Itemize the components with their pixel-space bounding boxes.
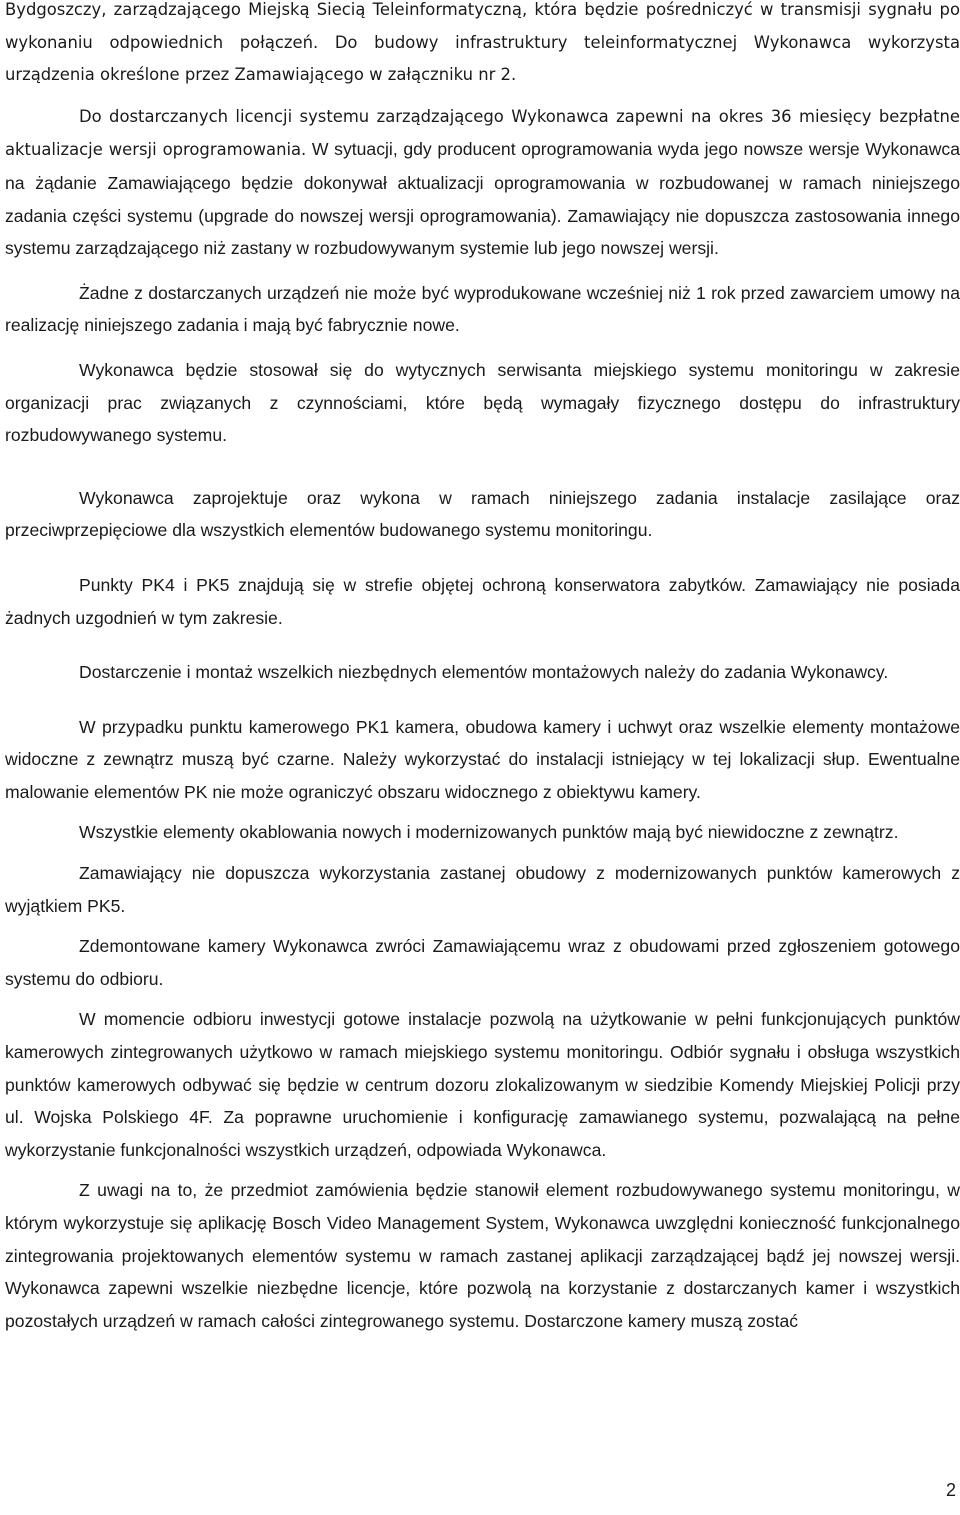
paragraph-housing-reuse: Zamawiający nie dopuszcza wykorzystania zastanej obudowy z modernizowanych punktów kamerowych z wyjątkiem PK5. bbox=[5, 863, 960, 916]
paragraph-service-guidelines: Wykonawca będzie stosował się do wytycznych serwisanta miejskiego systemu monitoringu w zakresie organizacji prac związanych z czynnościami, które będą wymagały fizycznego dostępu do infrastruktury rozbudowywanego systemu. bbox=[5, 359, 960, 446]
sentence-free-updates: Do dostarczanych licencji systemu zarządzającego Wykonawca zapewni na okres 36 miesięcy bezpłatne aktualizacje wersji oprogramowania. bbox=[5, 106, 960, 160]
paragraph-new-devices: Żadne z dostarczanych urządzeń nie może być wyprodukowane wcześniej niż 1 rok przed zawarciem umowy na realizację niniejszego zadania i mają być fabrycznie nowe. bbox=[5, 282, 960, 336]
document-page bbox=[5, 0, 960, 1337]
paragraph-power-installations: Wykonawca zaprojektuje oraz wykona w ramach niniejszego zadania instalacje zasilające oraz przeciwprzepięciowe dla wszystkich elementów budowanego systemu monitoringu. bbox=[5, 487, 960, 541]
paragraph-heritage-zone: Punkty PK4 i PK5 znajdują się w strefie objętej ochroną konserwatora zabytków. Zamawiający nie posiada żadnych uzgodnień w tym zakresie. bbox=[5, 574, 960, 628]
paragraph-cabling: Wszystkie elementy okablowania nowych i modernizowanych punktów mają być niewidoczne z zewnątrz. bbox=[79, 822, 899, 843]
sentence-upgrade: W sytuacji, gdy producent oprogramowania wyda jego nowsze wersje Wykonawca na żądanie Zamawiającego będzie dokonywał aktualizacji oprogramowania w rozbudowanej w ramach niniejszego zadania części systemu (upgrade do nowszej wersji oprogramowania). Zamawiający nie dopuszcza zastosowania innego systemu zarządzającego niż zastany w rozbudowywanym systemie lub jego nowszej wersji. bbox=[5, 139, 960, 259]
paragraph-mounting-elements: Dostarczenie i montaż wszelkich niezbędnych elementów montażowych należy do zadania Wykonawcy. bbox=[79, 662, 889, 683]
paragraph-licenses-updates bbox=[5, 100, 960, 265]
paragraph-bosch-integration: Z uwagi na to, że przedmiot zamówienia będzie stanowił element rozbudowywanego systemu monitoringu, w którym wykorzystuje się aplikację Bosch Video Management System, Wykonawca uwzględni konieczność funkcjonalnego zintegrowania projektowanych elementów systemu w ramach zastanej aplikacji zarządzającej bądź jej nowszej wersji. Wykonawca zapewni wszelkie niezbędne licencje, które pozwolą na korzystanie z dostarczanych kamer i wszystkich pozostałych urządzeń w ramach całości zintegrowanego systemu. Dostarczone kamery muszą zostać bbox=[5, 1180, 960, 1331]
paragraph-dismantled-cameras: Zdemontowane kamery Wykonawca zwróci Zamawiającemu wraz z obudowami przed zgłoszeniem gotowego systemu do odbioru. bbox=[5, 936, 960, 989]
paragraph-continuation: Bydgoszczy, zarządzającego Miejską Siecią Teleinformatyczną, która będzie pośredniczyć w transmisji sygnału po wykonaniu odpowiednich połączeń. Do budowy infrastruktury teleinformatycznej Wykonawca wykorzysta urządzenia określone przez Zamawiającego w załączniku nr 2. bbox=[5, 0, 960, 85]
paragraph-acceptance: W momencie odbioru inwestycji gotowe instalacje pozwolą na użytkowanie w pełni funkcjonujących punktów kamerowych zintegrowanych użytkowo w ramach miejskiego systemu monitoringu. Odbiór sygnału i obsługa wszystkich punktów kamerowych odbywać się będzie w centrum dozoru zlokalizowanym w siedzibie Komendy Miejskiej Policji przy ul. Wojska Polskiego 4F. Za poprawne uruchomienie i konfigurację zamawianego systemu, pozwalającą na pełne wykorzystanie funkcjonalności wszystkich urządzeń, odpowiada Wykonawca. bbox=[5, 1009, 960, 1160]
paragraph-pk1-camera: W przypadku punktu kamerowego PK1 kamera, obudowa kamery i uchwyt oraz wszelkie elementy montażowe widoczne z zewnątrz muszą być czarne. Należy wykorzystać do instalacji istniejący w tej lokalizacji słup. Ewentualne malowanie elementów PK nie może ograniczyć obszaru widocznego z obiektywu kamery. bbox=[5, 716, 960, 802]
page-number: 2 bbox=[945, 1480, 956, 1500]
